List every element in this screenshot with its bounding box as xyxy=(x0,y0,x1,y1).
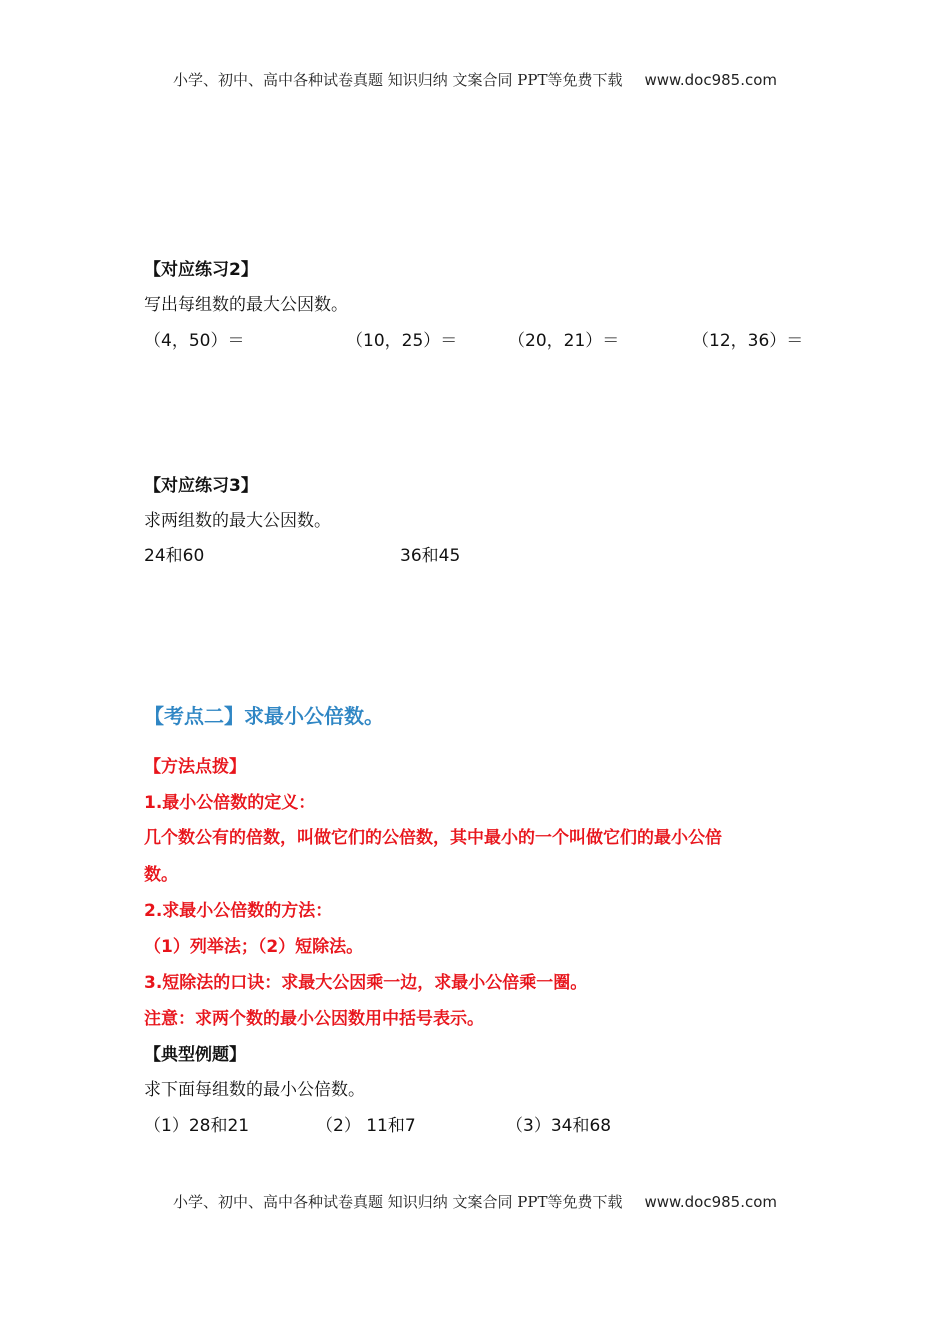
practice2-item-2: （10，25）＝ xyxy=(346,331,458,351)
method-line-2: 几个数公有的倍数，叫做它们的公倍数，其中最小的一个叫做它们的最小公倍 xyxy=(144,828,722,848)
practice3-item-2: 36和45 xyxy=(400,546,461,566)
example-item-1: （1）28和21 xyxy=(144,1116,250,1136)
method-line-6: 3.短除法的口诀：求最大公因乘一边，求最小公倍乘一圈。 xyxy=(144,973,588,993)
example-item-2: （2） 11和7 xyxy=(316,1116,416,1136)
practice2-item-1: （4，50）＝ xyxy=(144,331,245,351)
practice2-title: 【对应练习2】 xyxy=(144,260,258,280)
practice2-item-4: （12，36）＝ xyxy=(692,331,804,351)
section2-title: 【考点二】求最小公倍数。 xyxy=(144,704,384,728)
method-line-5: （1）列举法；（2）短除法。 xyxy=(144,937,364,957)
example-item-3: （3）34和68 xyxy=(506,1116,612,1136)
header-url: www.doc985.com xyxy=(644,71,778,89)
practice3-item-1: 24和60 xyxy=(144,546,205,566)
method-line-7: 注意：求两个数的最小公因数用中括号表示。 xyxy=(144,1009,484,1029)
practice2-instruction: 写出每组数的最大公因数。 xyxy=(144,295,348,315)
header-text: 小学、初中、高中各种试卷真题 知识归纳 文案合同 PPT等免费下载 xyxy=(172,71,623,89)
method-line-3: 数。 xyxy=(144,865,178,885)
footer-text: 小学、初中、高中各种试卷真题 知识归纳 文案合同 PPT等免费下载 xyxy=(172,1193,623,1211)
method-line-4: 2.求最小公倍数的方法： xyxy=(144,901,333,921)
page-footer xyxy=(0,1191,950,1212)
example-title: 【典型例题】 xyxy=(144,1045,246,1065)
page-header xyxy=(0,69,950,90)
practice3-title: 【对应练习3】 xyxy=(144,476,258,496)
practice2-item-3: （20，21）＝ xyxy=(508,331,620,351)
method-line-1: 1.最小公倍数的定义： xyxy=(144,793,316,813)
example-instruction: 求下面每组数的最小公倍数。 xyxy=(144,1080,365,1100)
footer-url: www.doc985.com xyxy=(644,1193,778,1211)
method-title: 【方法点拨】 xyxy=(144,757,246,777)
practice3-instruction: 求两组数的最大公因数。 xyxy=(144,511,331,531)
